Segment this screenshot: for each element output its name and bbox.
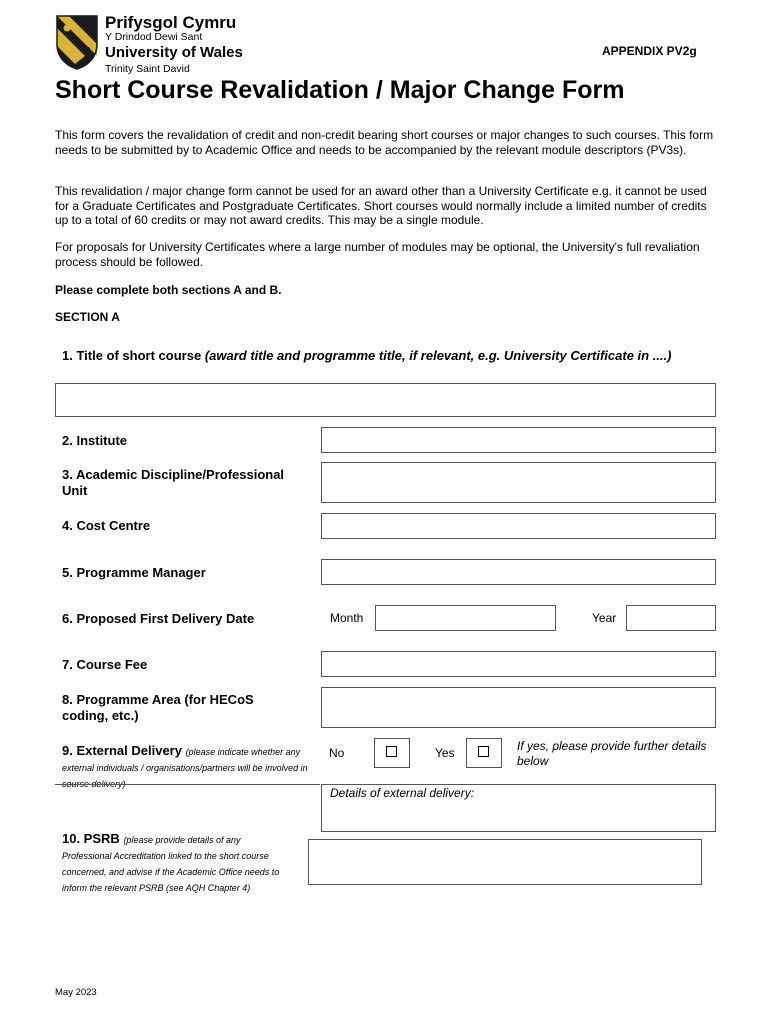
intro-paragraph-3: For proposals for University Certificates where a large number of modules may be optional, the University's full revaliation process should be followed.	[55, 240, 700, 269]
q1-hint: (award title and programme title, if relevant, e.g. University Certificate in ....)	[204, 348, 672, 363]
q6-label: 6. Proposed First Delivery Date	[62, 611, 255, 626]
checkbox-square-icon	[478, 746, 489, 757]
logo-english-name: University of Wales	[105, 44, 243, 61]
intro-paragraph-1: This form covers the revalidation of credit and non-credit bearing short courses or major changes to such courses. This form needs to be submitted by to Academic Office and needs to be accompanied by the relevant module descriptors (PV3s).	[55, 128, 714, 157]
q9-if-yes-note: If yes, please provide further details below	[517, 739, 707, 768]
q2-label: 2. Institute	[62, 433, 128, 448]
q8-programme-area-input[interactable]	[321, 687, 716, 728]
q10-label	[62, 831, 287, 895]
q6-month-label: Month	[330, 611, 364, 625]
q9-no-checkbox[interactable]	[374, 738, 410, 768]
q7-course-fee-input[interactable]	[321, 651, 716, 677]
intro-paragraph-2: This revalidation / major change form cannot be used for an award other than a University Certificate e.g. it cannot be used for a Graduate Certificates and Postgraduate Certificates. Short courses would normally include a limited number of credits up to a total of 60 credits or may not award credits. This may be a single module.	[55, 184, 707, 227]
q1-label-text: 1. Title of short course	[62, 348, 202, 363]
q9-label-text: 9. External Delivery	[62, 743, 182, 758]
appendix-label: APPENDIX PV2g	[602, 44, 697, 58]
q4-label: 4. Cost Centre	[62, 518, 151, 533]
q9-no-label: No	[329, 746, 345, 760]
section-a-heading: SECTION A	[55, 310, 120, 324]
q9-yes-label: Yes	[435, 746, 455, 760]
q3-discipline-input[interactable]	[321, 462, 716, 503]
q9-details-label: Details of external delivery:	[330, 786, 475, 800]
footer-date: May 2023	[55, 987, 97, 998]
q7-label: 7. Course Fee	[62, 657, 148, 672]
q6-year-label: Year	[592, 611, 617, 625]
q3-label: 3. Academic Discipline/Professional Unit	[62, 467, 285, 498]
q4-cost-centre-input[interactable]	[321, 513, 716, 539]
instruction-text: Please complete both sections A and B.	[55, 283, 282, 297]
logo-english-subtitle: Trinity Saint David	[105, 63, 190, 75]
page-title: Short Course Revalidation / Major Change Form	[55, 76, 625, 104]
q6-year-input[interactable]	[626, 605, 716, 631]
q6-month-input[interactable]	[375, 605, 556, 631]
university-shield-logo	[55, 14, 99, 70]
logo-welsh-name: Prifysgol Cymru	[105, 13, 237, 32]
q2-institute-input[interactable]	[321, 427, 716, 453]
q1-label	[62, 348, 717, 364]
q9-yes-checkbox[interactable]	[466, 738, 502, 768]
divider-line	[55, 784, 320, 785]
logo-welsh-subtitle: Y Drindod Dewi Sant	[105, 31, 203, 43]
q10-hint: (please provide details of any Professional Accreditation linked to the short course concerned, and advise if the Academic Office needs to inform the relevant PSRB (see AQH Chapter 4)	[62, 835, 280, 893]
q9-details-input[interactable]	[321, 784, 716, 832]
q9-hint: (please indicate whether any external individuals / organisations/partners will be involved in course delivery)	[62, 747, 308, 789]
q5-programme-manager-input[interactable]	[321, 559, 716, 585]
q8-label: 8. Programme Area (for HECoS coding, etc.)	[62, 692, 254, 723]
q10-psrb-input[interactable]	[308, 839, 702, 885]
q5-label: 5. Programme Manager	[62, 565, 206, 580]
q10-label-text: 10. PSRB	[62, 831, 120, 846]
checkbox-square-icon	[386, 746, 397, 757]
q1-title-input[interactable]	[55, 383, 716, 417]
